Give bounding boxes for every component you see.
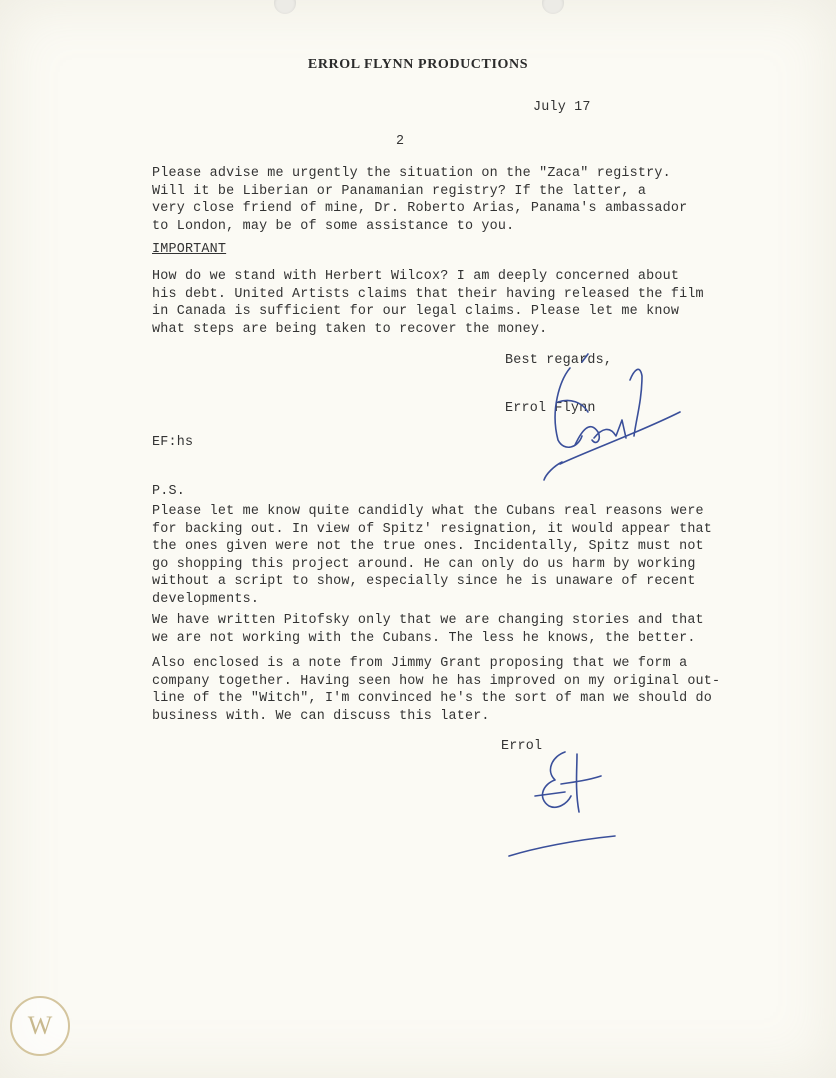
text-line: company together. Having seen how he has improved on my original out- [152,673,721,689]
text-line: We have written Pitofsky only that we are changing stories and that [152,613,704,628]
text-line: Please advise me urgently the situation on the "Zaca" registry. [152,166,671,181]
text-line: to London, may be of some assistance to you. [152,218,515,234]
paragraph-registry [152,165,752,235]
watermark-seal: W [10,996,70,1056]
text-line: in Canada is sufficient for our legal claims. Please let me know [152,304,680,319]
text-line: How do we stand with Herbert Wilcox? I am deeply concerned about [152,269,680,284]
text-line: developments. [152,591,260,607]
punch-hole-left [274,0,296,14]
text-line: what steps are being taken to recover the money. [152,321,548,337]
ps-paragraph-cubans [152,503,752,608]
text-line: very close friend of mine, Dr. Roberto Arias, Panama's ambassador [152,201,688,216]
letter-date: July 17 [533,100,591,115]
text-line: Will it be Liberian or Panamanian registry? If the latter, a [152,183,647,199]
signature-errol-flynn [530,340,700,490]
text-line: for backing out. In view of Spitz' resignation, it would appear that [152,521,713,537]
ps-paragraph-pitofsky [152,612,752,647]
punch-hole-right [542,0,564,14]
text-line: we are not working with the Cubans. The less he knows, the better. [152,630,696,646]
text-line: Also enclosed is a note from Jimmy Grant proposing that we form a [152,656,688,671]
text-line: the ones given were not the true ones. Incidentally, Spitz must not [152,539,704,554]
ps-paragraph-jimmy-grant [152,655,752,725]
initials-signature [505,740,625,865]
text-line: Please let me know quite candidly what the Cubans real reasons were [152,504,704,519]
paragraph-wilcox [152,268,752,338]
page-number: 2 [396,134,405,149]
typed-name: Errol Flynn [505,401,596,416]
text-line: line of the "Witch", I'm convinced he's the sort of man we should do [152,691,713,706]
typist-initials: EF:hs [152,435,194,450]
important-heading: IMPORTANT [152,242,227,257]
text-line: business with. We can discuss this later. [152,708,490,724]
closing: Best regards, [505,353,613,368]
ps-label: P.S. [152,484,185,499]
ps-signoff: Errol [501,739,543,754]
text-line: go shopping this project around. He can only do us harm by working [152,556,696,572]
letterhead: ERROL FLYNN PRODUCTIONS [307,57,529,72]
text-line: his debt. United Artists claims that their having released the film [152,286,704,302]
text-line: without a script to show, especially since he is unaware of recent [152,574,696,589]
